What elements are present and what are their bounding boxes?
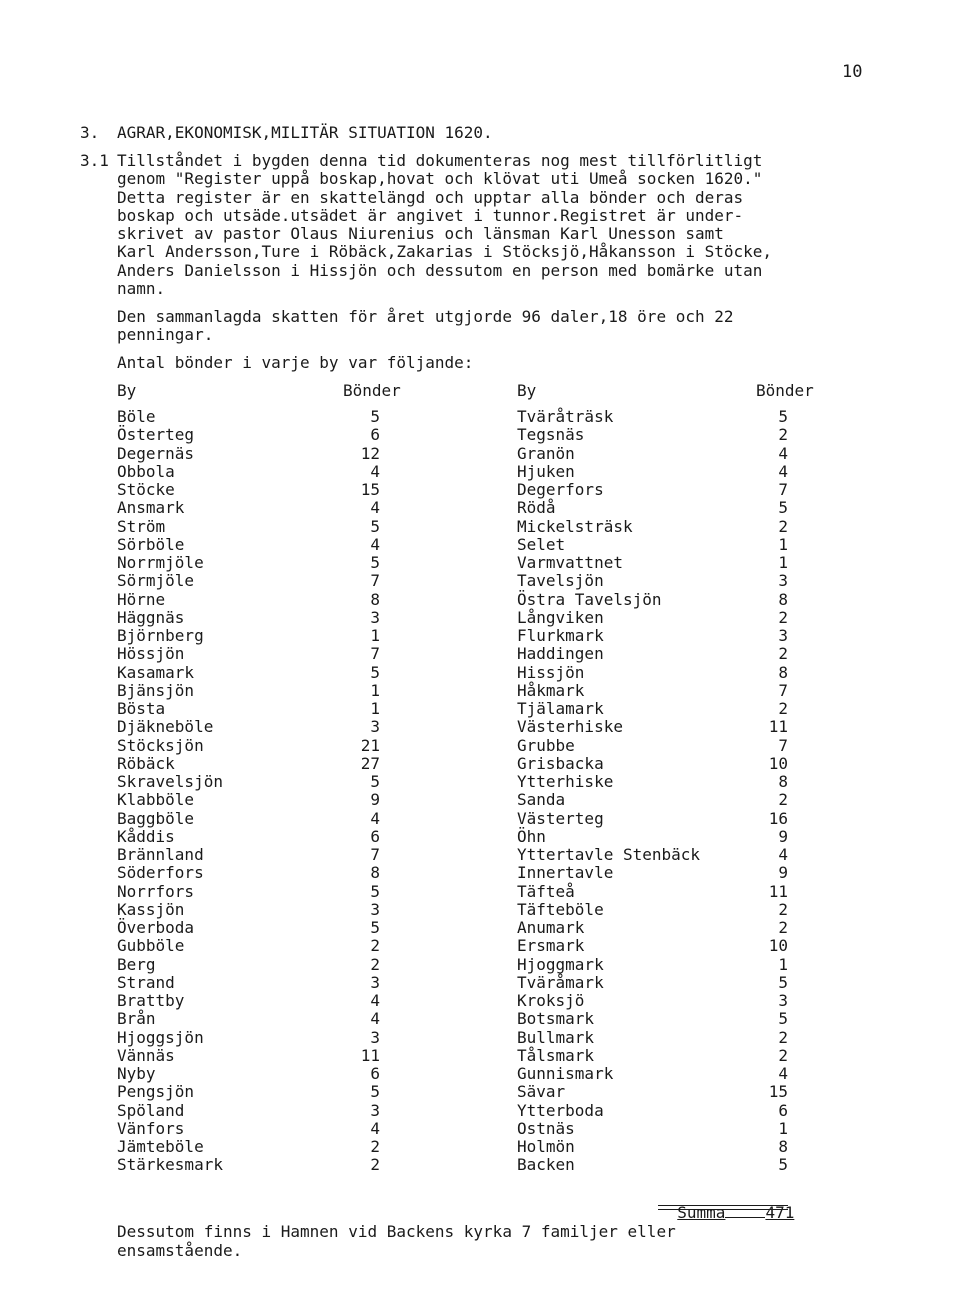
farmer-count: 1 (778, 1118, 788, 1138)
village-name: Pengsjön (117, 1082, 195, 1102)
village-name: Hjuken (517, 461, 575, 481)
farmer-count: 7 (370, 571, 380, 591)
village-name: Östra Tavelsjön (517, 589, 662, 609)
page-number: 10 (842, 62, 863, 82)
right-count-column (758, 408, 788, 1175)
farmer-count: 7 (778, 480, 788, 499)
farmer-count: 7 (778, 735, 788, 755)
village-name: Ytterboda (517, 1100, 604, 1120)
village-name: Klabböle (117, 790, 195, 810)
heading-number: 3. (80, 123, 100, 142)
village-name: Djäkneböle (117, 717, 214, 737)
farmer-count: 5 (370, 772, 380, 791)
village-name: Sörmjöle (117, 571, 195, 591)
farmer-count: 1 (370, 680, 380, 700)
village-name: Bullmark (517, 1027, 595, 1047)
village-name: Böle (117, 407, 156, 426)
village-name: Ström (117, 516, 166, 536)
farmer-count: 5 (778, 972, 788, 992)
village-name: Tavelsjön (517, 571, 604, 591)
farmer-count: 21 (360, 735, 380, 755)
farmer-count: 2 (778, 699, 788, 718)
farmer-count: 8 (370, 589, 380, 609)
village-name: Gubböle (117, 936, 185, 956)
village-name: Yttertavle Stenbäck (517, 845, 701, 864)
farmer-count: 8 (778, 1137, 788, 1156)
village-name: Kroksjö (517, 991, 585, 1010)
footer-line: ensamstående. (117, 1241, 243, 1260)
section-number: 3.1 (80, 151, 109, 170)
village-name: Ersmark (517, 936, 585, 956)
village-name: Vänfors (117, 1118, 185, 1138)
village-name: Tjälamark (517, 699, 604, 718)
farmer-count: 2 (370, 1137, 380, 1156)
village-name: Söderfors (117, 863, 204, 883)
farmer-count: 4 (778, 461, 788, 481)
farmer-count: 11 (768, 881, 788, 901)
village-name: Grisbacka (517, 753, 604, 773)
header-bonder-right: Bönder (756, 381, 814, 400)
village-name: Backen (517, 1155, 575, 1175)
summa-double-rule (658, 1205, 788, 1210)
farmer-count: 15 (768, 1082, 788, 1102)
farmer-count: 2 (778, 790, 788, 810)
farmer-count: 5 (370, 918, 380, 937)
farmer-count: 2 (778, 644, 788, 664)
village-name: Överboda (117, 918, 195, 937)
village-name: Norrfors (117, 881, 195, 901)
tax-paragraph (117, 308, 857, 345)
village-name: Skravelsjön (117, 772, 223, 791)
village-name: Västerteg (517, 808, 604, 828)
paragraph-line: skrivet av pastor Olaus Niurenius och länsman Karl Unesson samt (117, 224, 724, 244)
village-name: Tväråträsk (517, 407, 614, 426)
village-name: Ytterhiske (517, 772, 614, 791)
farmer-count: 10 (768, 753, 788, 773)
village-name: Sävar (517, 1082, 566, 1102)
village-name: Kåddis (117, 826, 175, 846)
village-name: Långviken (517, 607, 604, 627)
farmer-count: 5 (778, 498, 788, 518)
village-name: Håkmark (517, 680, 585, 700)
village-name: Obbola (117, 461, 175, 481)
village-name: Brännland (117, 845, 204, 864)
village-name: Ansmark (117, 498, 185, 518)
heading-title: AGRAR,EKONOMISK,MILITÄR SITUATION 1620. (117, 123, 493, 142)
farmer-count: 5 (778, 407, 788, 426)
header-bonder-left: Bönder (343, 381, 401, 400)
farmer-count: 6 (778, 1100, 788, 1120)
paragraph-line: Detta register är en skattelängd och upptar alla bönder och deras (117, 187, 744, 207)
village-name: Stöcksjön (117, 735, 204, 755)
paragraph-line: Den sammanlagda skatten för året utgjorde 96 daler,18 öre och 22 (117, 307, 734, 326)
header-by-right: By (517, 381, 537, 400)
village-name: Brån (117, 1009, 156, 1029)
farmer-count: 5 (778, 1155, 788, 1175)
village-name: Öhn (517, 826, 546, 846)
farmer-count: 8 (778, 772, 788, 791)
farmer-count: 2 (370, 1155, 380, 1175)
village-name: Österteg (117, 425, 195, 445)
village-name: Degerfors (517, 480, 604, 499)
farmer-count: 4 (370, 808, 380, 828)
village-name: Nyby (117, 1064, 156, 1083)
farmer-count: 5 (370, 516, 380, 536)
left-village-column (117, 408, 317, 1175)
farmer-count: 3 (370, 607, 380, 627)
farmer-count: 1 (778, 534, 788, 554)
farmer-count: 3 (370, 1027, 380, 1047)
farmer-count: 1 (370, 626, 380, 645)
paragraph-line: penningar. (117, 325, 214, 345)
register-paragraph (117, 152, 857, 298)
farmer-count: 5 (370, 662, 380, 682)
farmer-count: 8 (370, 863, 380, 883)
paragraph-line: namn. (117, 279, 166, 299)
village-name: Flurkmark (517, 626, 604, 645)
farmer-count: 6 (370, 425, 380, 445)
village-name: Rödå (517, 498, 556, 518)
farmer-count: 9 (778, 863, 788, 883)
village-name: Selet (517, 534, 566, 554)
paragraph-line: Anders Danielsson i Hissjön och dessutom en person med bomärke utan (117, 260, 763, 280)
farmer-count: 9 (778, 826, 788, 846)
summa-row (658, 1184, 794, 1222)
farmer-count: 7 (370, 644, 380, 664)
farmer-count: 2 (778, 918, 788, 937)
farmer-count: 3 (370, 717, 380, 737)
farmer-count: 9 (370, 790, 380, 810)
village-name: Tväråmark (517, 972, 604, 992)
village-name: Hjoggsjön (117, 1027, 204, 1047)
village-name: Tegsnäs (517, 425, 585, 445)
farmer-count: 2 (370, 936, 380, 956)
right-village-column (517, 408, 747, 1175)
village-name: Västerhiske (517, 717, 623, 737)
village-name: Bjänsjön (117, 680, 195, 700)
farmer-count: 4 (778, 845, 788, 864)
village-name: Täfteböle (517, 899, 604, 919)
village-name: Berg (117, 954, 156, 974)
farmer-count: 4 (370, 1118, 380, 1138)
farmer-count: 3 (370, 899, 380, 919)
village-name: Hössjön (117, 644, 185, 664)
farmer-count: 11 (360, 1045, 380, 1065)
farmer-count: 8 (778, 589, 788, 609)
farmer-count: 7 (778, 680, 788, 700)
farmer-count: 2 (778, 425, 788, 445)
farmer-count: 2 (778, 1027, 788, 1047)
village-name: Botsmark (517, 1009, 595, 1029)
farmer-count: 3 (778, 626, 788, 645)
farmer-count: 4 (370, 498, 380, 518)
village-name: Brattby (117, 991, 185, 1010)
farmer-count: 3 (370, 972, 380, 992)
farmer-count: 27 (360, 753, 380, 773)
farmer-count: 15 (360, 480, 380, 499)
farmer-count: 5 (370, 553, 380, 572)
village-name: Sanda (517, 790, 566, 810)
village-name: Björnberg (117, 626, 204, 645)
village-name: Holmön (517, 1137, 575, 1156)
farmer-count: 1 (370, 699, 380, 718)
farmer-count: 3 (370, 1100, 380, 1120)
village-name: Kassjön (117, 899, 185, 919)
paragraph-line: Tillståndet i bygden denna tid dokumenteras nog mest tillförlitligt (117, 151, 763, 170)
village-name: Norrmjöle (117, 553, 204, 572)
farmer-count: 5 (370, 1082, 380, 1102)
farmer-count: 5 (370, 407, 380, 426)
village-name: Granön (517, 443, 575, 463)
table-intro (117, 354, 857, 372)
paragraph-line: Karl Andersson,Ture i Röbäck,Zakarias i Stöcksjö,Håkansson i Stöcke, (117, 242, 773, 262)
village-name: Hörne (117, 589, 166, 609)
header-by-left: By (117, 381, 137, 400)
intro-line: Antal bönder i varje by var följande: (117, 353, 474, 372)
village-name: Kasamark (117, 662, 195, 682)
paragraph-line: genom "Register uppå boskap,hovat och klövat uti Umeå socken 1620." (117, 169, 763, 189)
farmer-count: 5 (370, 881, 380, 901)
farmer-count: 10 (768, 936, 788, 956)
village-name: Haddingen (517, 644, 604, 664)
summa-label: Summa (677, 1203, 726, 1222)
farmer-count: 2 (778, 516, 788, 536)
farmer-count: 4 (370, 1009, 380, 1029)
farmer-count: 2 (778, 899, 788, 919)
village-name: Spöland (117, 1100, 185, 1120)
farmer-count: 12 (360, 443, 380, 463)
farmer-count: 4 (370, 461, 380, 481)
village-name: Jämteböle (117, 1137, 204, 1156)
village-name: Degernäs (117, 443, 195, 463)
village-name: Baggböle (117, 808, 195, 828)
village-name: Mickelsträsk (517, 516, 633, 536)
farmer-count: 6 (370, 1064, 380, 1083)
left-count-column (350, 408, 380, 1175)
footer-note (117, 1222, 817, 1260)
farmer-count: 8 (778, 662, 788, 682)
village-name: Stärkesmark (117, 1155, 223, 1175)
paragraph-line: boskap och utsäde.utsädet är angivet i tunnor.Registret är under- (117, 205, 744, 225)
farmer-count: 2 (370, 954, 380, 974)
village-name: Varmvattnet (517, 553, 623, 572)
village-name: Vännäs (117, 1045, 175, 1065)
village-name: Häggnäs (117, 607, 185, 627)
village-name: Anumark (517, 918, 585, 937)
village-name: Grubbe (517, 735, 575, 755)
farmer-count: 4 (778, 1064, 788, 1083)
village-name: Stöcke (117, 480, 175, 499)
village-name: Strand (117, 972, 175, 992)
farmer-count: 4 (370, 991, 380, 1010)
farmer-count: 16 (768, 808, 788, 828)
village-name: Ostnäs (517, 1118, 575, 1138)
farmer-count: 1 (778, 553, 788, 572)
farmer-count: 1 (778, 954, 788, 974)
village-name: Tålsmark (517, 1045, 595, 1065)
farmer-count: 3 (778, 571, 788, 591)
village-name: Innertavle (517, 863, 614, 883)
farmer-count: 6 (370, 826, 380, 846)
village-name: Röbäck (117, 753, 175, 773)
footer-line: Dessutom finns i Hamnen vid Backens kyrka 7 familjer eller (117, 1222, 676, 1241)
farmer-count: 5 (778, 1009, 788, 1029)
farmer-count: 4 (370, 534, 380, 554)
farmer-count: 2 (778, 607, 788, 627)
farmer-count: 2 (778, 1045, 788, 1065)
farmer-count: 7 (370, 845, 380, 864)
farmer-count: 3 (778, 991, 788, 1010)
village-name: Sörböle (117, 534, 185, 554)
farmer-count: 4 (778, 443, 788, 463)
village-name: Bösta (117, 699, 166, 718)
village-name: Hissjön (517, 662, 585, 682)
farmer-count: 11 (768, 717, 788, 737)
village-name: Gunnismark (517, 1064, 614, 1083)
village-name: Täfteå (517, 881, 575, 901)
village-name: Hjoggmark (517, 954, 604, 974)
summa-value: 471 (765, 1203, 795, 1222)
